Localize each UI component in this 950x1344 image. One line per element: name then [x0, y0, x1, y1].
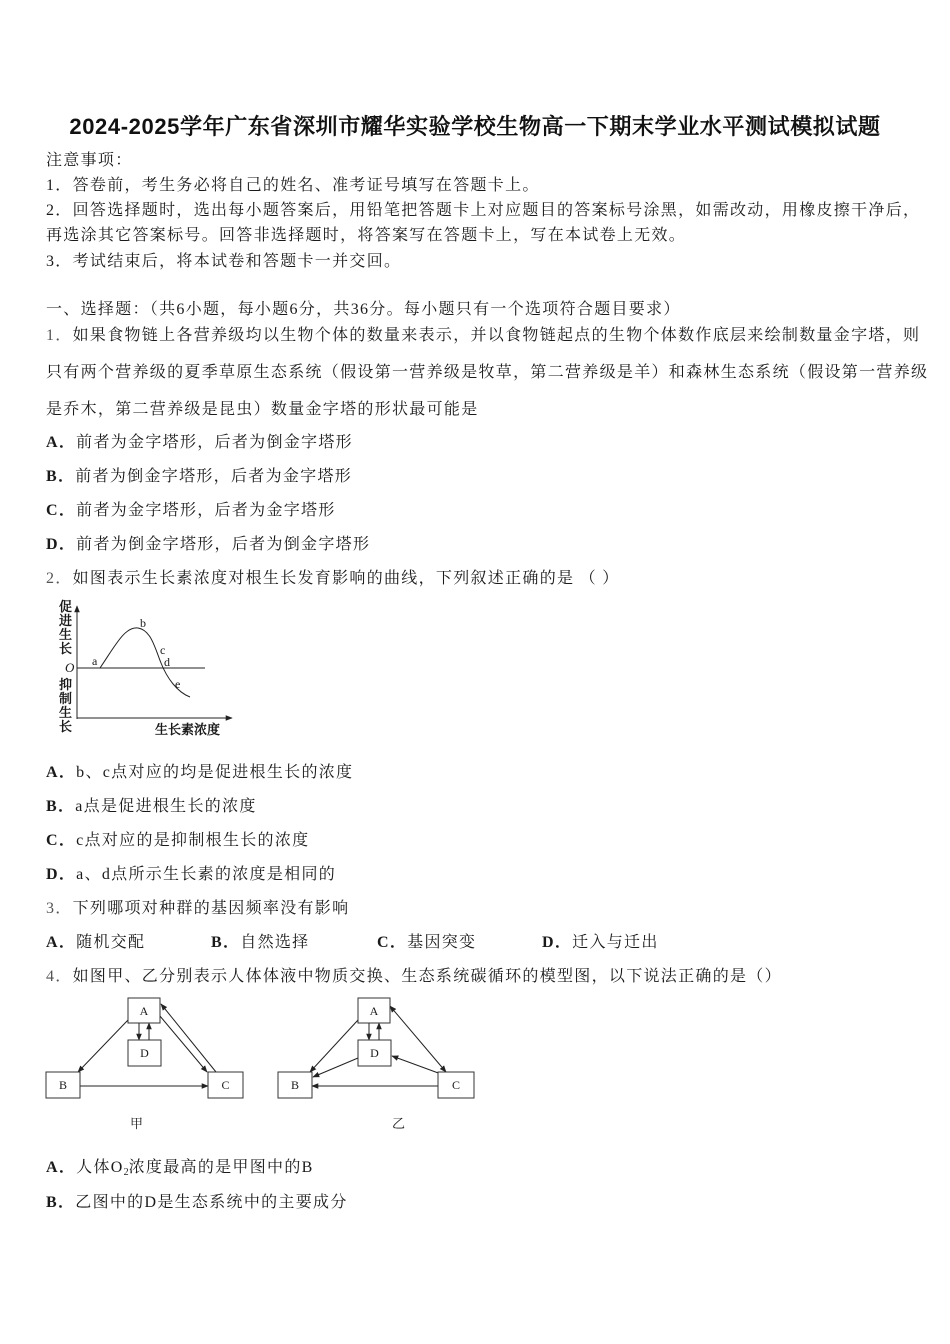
- question-1-option-b: [46, 467, 352, 487]
- point-a-label: a: [92, 654, 98, 668]
- notice-line-2: 2．回答选择题时，选出每小题答案后，用铅笔把答题卡上对应题目的答案标号涂黑，如需改动，用橡皮擦干净后，: [46, 202, 921, 219]
- question-3-option-b: [211, 933, 309, 953]
- jia-arrow-a-to-b: [78, 1020, 128, 1072]
- diagram-jia: [46, 998, 243, 1131]
- option-text: 自然选择: [240, 934, 310, 951]
- option-label: D．: [46, 866, 77, 883]
- option-label: A．: [46, 934, 77, 951]
- question-2-option-a: [46, 763, 353, 783]
- notice-heading: 注意事项：: [46, 152, 133, 169]
- option-text: 乙图中的D是生态系统中的主要成分: [75, 1194, 348, 1211]
- notice-line-1: 1．答卷前，考生务必将自己的姓名、准考证号填写在答题卡上。: [46, 177, 540, 194]
- option-label: D．: [46, 536, 77, 553]
- jia-box-a-label: A: [139, 1004, 149, 1018]
- yi-arrow-a-c: [390, 1006, 446, 1072]
- point-c-label: c: [160, 643, 166, 657]
- option-label: B．: [211, 934, 241, 951]
- option-label: D．: [542, 934, 573, 951]
- option-text: 前者为金字塔形，后者为金字塔形: [76, 502, 336, 519]
- question-2-stem: [46, 569, 620, 589]
- question-4-stem-text: 如图甲、乙分别表示人体体液中物质交换、生态系统碳循环的模型图，以下说法正确的是（）: [72, 968, 782, 985]
- option-label: A．: [46, 434, 77, 451]
- point-b-label: b: [140, 616, 146, 630]
- jia-arrow-c-to-a: [161, 1004, 216, 1072]
- question-1-option-a: [46, 433, 353, 453]
- yi-box-c-label: C: [451, 1078, 461, 1092]
- question-4-number: 4．: [46, 968, 73, 985]
- notice-line-2-continued: 再选涂其它答案标号。回答非选择题时，将答案写在答题卡上，写在本试卷上无效。: [46, 227, 687, 244]
- question-3-option-a: [46, 933, 145, 953]
- question-4-stem: [46, 967, 782, 987]
- jia-box-d-label: D: [140, 1046, 149, 1060]
- yi-box-a-label: A: [369, 1004, 379, 1018]
- auxin-curve-figure: [55, 598, 240, 746]
- option-text: a、d点所示生长素的浓度是相同的: [76, 866, 337, 883]
- option-text: 基因突变: [407, 934, 477, 951]
- option-label: A．: [46, 1159, 77, 1176]
- option-label: C．: [46, 832, 77, 849]
- question-1-option-d: [46, 535, 370, 555]
- x-axis-label: 生长素浓度: [155, 723, 221, 738]
- origin-label: O: [65, 660, 75, 675]
- option-subscript: 2: [123, 1167, 129, 1178]
- question-2-stem-text: 如图表示生长素浓度对根生长发育影响的曲线，下列叙述正确的是 （ ）: [72, 570, 620, 587]
- question-3-option-d: [542, 933, 659, 953]
- question-1-option-c: [46, 501, 336, 521]
- point-e-label: e: [175, 677, 181, 691]
- promote-growth-label: 促进生长: [59, 600, 73, 657]
- question-3-option-c: [377, 933, 476, 953]
- diagram-yi: [278, 998, 474, 1131]
- yi-arrow-a-to-b: [310, 1020, 358, 1072]
- question-2-option-b: [46, 797, 257, 817]
- question-1-stem-line-1: [46, 326, 920, 346]
- option-label: A．: [46, 764, 77, 781]
- question-2-option-d: [46, 865, 336, 885]
- option-label: B．: [46, 1194, 76, 1211]
- option-text: 随机交配: [76, 934, 146, 951]
- question-1-stem-line-3: 是乔木，第二营养级是昆虫）数量金字塔的形状最可能是: [46, 401, 479, 418]
- option-text: a点是促进根生长的浓度: [75, 798, 257, 815]
- option-label: B．: [46, 468, 76, 485]
- jia-box-c-label: C: [221, 1078, 230, 1092]
- jia-arrow-a-to-c: [160, 1016, 207, 1072]
- model-diagrams-figure: [40, 990, 490, 1140]
- option-text-after: 浓度最高的是甲图中的B: [128, 1159, 314, 1176]
- jia-caption: 甲: [130, 1116, 144, 1131]
- option-label: C．: [46, 502, 77, 519]
- question-4-option-b: [46, 1193, 348, 1213]
- jia-box-b-label: B: [58, 1078, 68, 1092]
- option-text: c点对应的是抑制根生长的浓度: [76, 832, 310, 849]
- option-text-before: 人体O: [76, 1159, 124, 1176]
- notice-line-3: 3．考试结束后，将本试卷和答题卡一并交回。: [46, 253, 402, 270]
- section-heading: 一、选择题：（共6小题，每小题6分，共36分。每小题只有一个选项符合题目要求）: [46, 301, 681, 318]
- question-3-number: 3．: [46, 900, 73, 917]
- page-title: 2024-2025学年广东省深圳市耀华实验学校生物高一下期末学业水平测试模拟试题: [69, 114, 881, 139]
- option-label: C．: [377, 934, 408, 951]
- option-text: 前者为金字塔形，后者为倒金字塔形: [76, 434, 353, 451]
- option-text: 迁入与迁出: [572, 934, 659, 951]
- question-1-number: 1．: [46, 327, 73, 344]
- question-1-stem-line-2: 只有两个营养级的夏季草原生态系统（假设第一营养级是牧草，第二营养级是羊）和森林生态系统（假设第一营养级: [46, 364, 929, 381]
- yi-box-d-label: D: [370, 1046, 379, 1060]
- question-2-number: 2．: [46, 570, 73, 587]
- question-3-stem: [46, 899, 349, 919]
- question-4-option-a: [46, 1158, 314, 1183]
- question-3-stem-text: 下列哪项对种群的基因频率没有影响: [72, 900, 350, 917]
- option-label: B．: [46, 798, 76, 815]
- option-text: 前者为倒金字塔形，后者为金字塔形: [75, 468, 353, 485]
- question-2-option-c: [46, 831, 309, 851]
- question-1-stem-text-1: 如果食物链上各营养级均以生物个体的数量来表示，并以食物链起点的生物个体数作底层来绘制数量金字塔，则: [72, 327, 921, 344]
- point-d-label: d: [164, 655, 170, 669]
- yi-box-b-label: B: [290, 1078, 300, 1092]
- inhibit-growth-label: 抑制生长: [59, 678, 73, 735]
- yi-caption: 乙: [392, 1116, 406, 1131]
- yi-arrow-c-to-d: [392, 1056, 441, 1074]
- option-text: 前者为倒金字塔形，后者为倒金字塔形: [76, 536, 371, 553]
- model-diagrams-svg: [40, 990, 490, 1140]
- option-text: b、c点对应的均是促进根生长的浓度: [76, 764, 354, 781]
